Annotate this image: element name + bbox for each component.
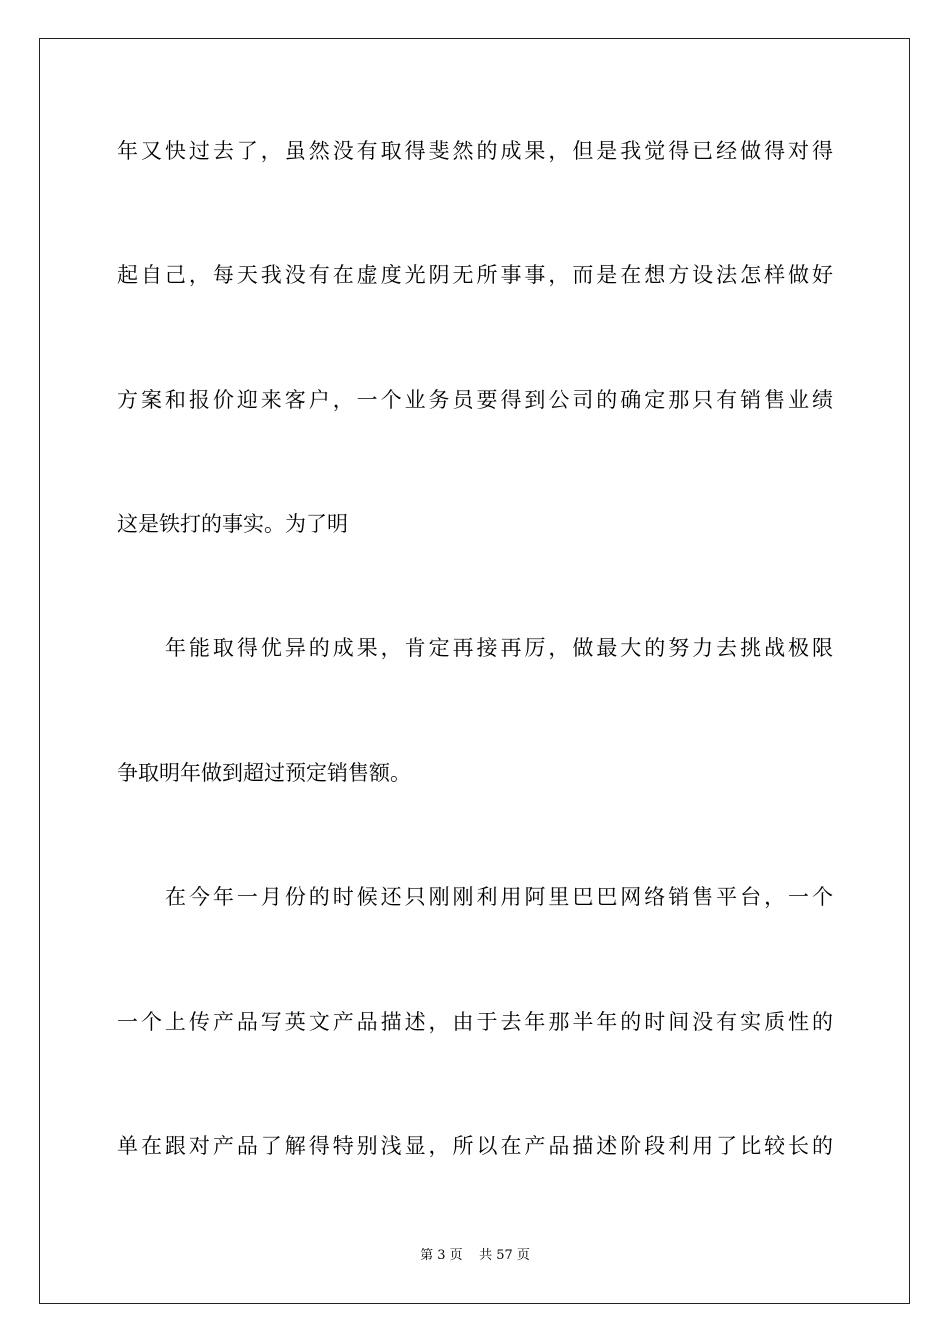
paragraph-line: 在今年一月份的时候还只刚刚利用阿里巴巴网络销售平台，一个 bbox=[165, 885, 833, 909]
paragraph-line: 年又快过去了，虽然没有取得斐然的成果，但是我觉得已经做得对得 bbox=[117, 139, 833, 163]
paragraph-line: 起自己，每天我没有在虚度光阴无所事事，而是在想方设法怎样做好 bbox=[117, 263, 833, 287]
paragraph-line: 单在跟对产品了解得特别浅显，所以在产品描述阶段利用了比较长的 bbox=[117, 1134, 833, 1158]
paragraph-line: 年能取得优异的成果，肯定再接再厉，做最大的努力去挑战极限 bbox=[165, 636, 833, 660]
paragraph-line: 争取明年做到超过预定销售额。 bbox=[117, 761, 411, 785]
page-border bbox=[39, 38, 910, 1304]
page-number-footer: 第 3 页 共 57 页 bbox=[420, 1248, 530, 1263]
paragraph-line: 一个上传产品写英文产品描述，由于去年那半年的时间没有实质性的 bbox=[117, 1010, 833, 1034]
paragraph-line: 方案和报价迎来客户，一个业务员要得到公司的确定那只有销售业绩 bbox=[117, 388, 833, 412]
paragraph-line: 这是铁打的事实。为了明 bbox=[117, 512, 348, 536]
